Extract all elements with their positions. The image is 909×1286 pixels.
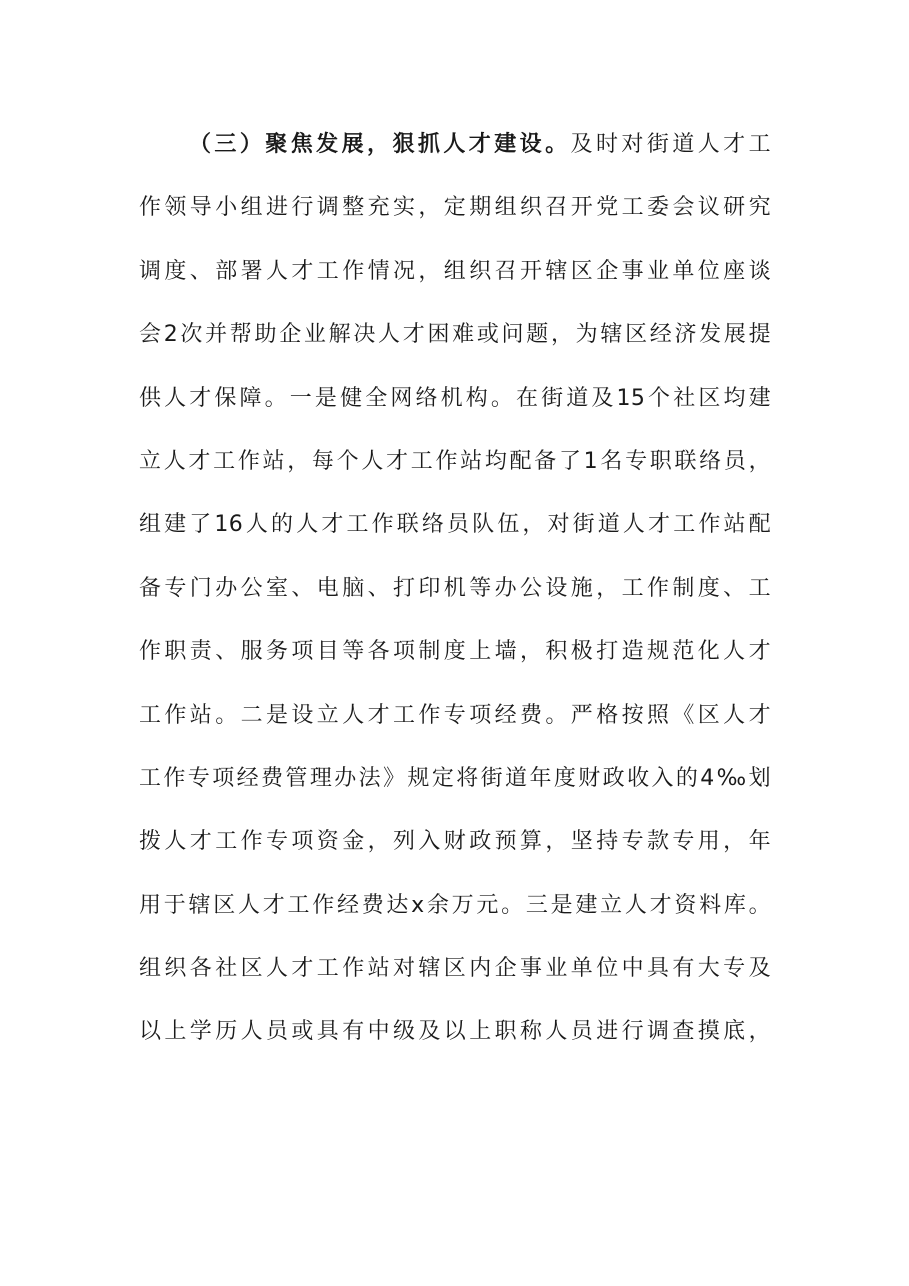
text-line-12: 拨人才工作专项资金，列入财政预算，坚持专款专用，年 [139, 829, 771, 855]
text-line-6: 立人才工作站，每个人才工作站均配备了1名专职联络员， [139, 448, 771, 474]
text-line-14: 组织各社区人才工作站对辖区内企事业单位中具有大专及 [139, 956, 771, 982]
text-line-9: 作职责、服务项目等各项制度上墙，积极打造规范化人才 [139, 639, 771, 665]
text-line-13: 用于辖区人才工作经费达x余万元。三是建立人才资料库。 [139, 892, 771, 918]
text-line-11: 工作专项经费管理办法》规定将街道年度财政收入的4‰划 [139, 765, 771, 791]
text-line-8: 备专门办公室、电脑、打印机等办公设施，工作制度、工 [139, 575, 771, 601]
text-line-2: 作领导小组进行调整充实，定期组织召开党工委会议研究 [139, 195, 771, 221]
text-line-1-body: 及时对街道人才工 [570, 132, 771, 157]
text-line-7: 组建了16人的人才工作联络员队伍，对街道人才工作站配 [139, 512, 771, 538]
text-line-5: 供人才保障。一是健全网络机构。在街道及15个社区均建 [139, 385, 771, 411]
text-line-3: 调度、部署人才工作情况，组织召开辖区企事业单位座谈 [139, 258, 771, 284]
text-line-4: 会2次并帮助企业解决人才困难或问题，为辖区经济发展提 [139, 322, 771, 348]
section-heading: （三）聚焦发展，狠抓人才建设。 [189, 132, 571, 157]
text-line-1 [139, 118, 771, 172]
text-line-10: 工作站。二是设立人才工作专项经费。严格按照《区人才 [139, 702, 771, 728]
text-line-15: 以上学历人员或具有中级及以上职称人员进行调查摸底， [139, 1019, 771, 1045]
paragraph [139, 118, 771, 1069]
